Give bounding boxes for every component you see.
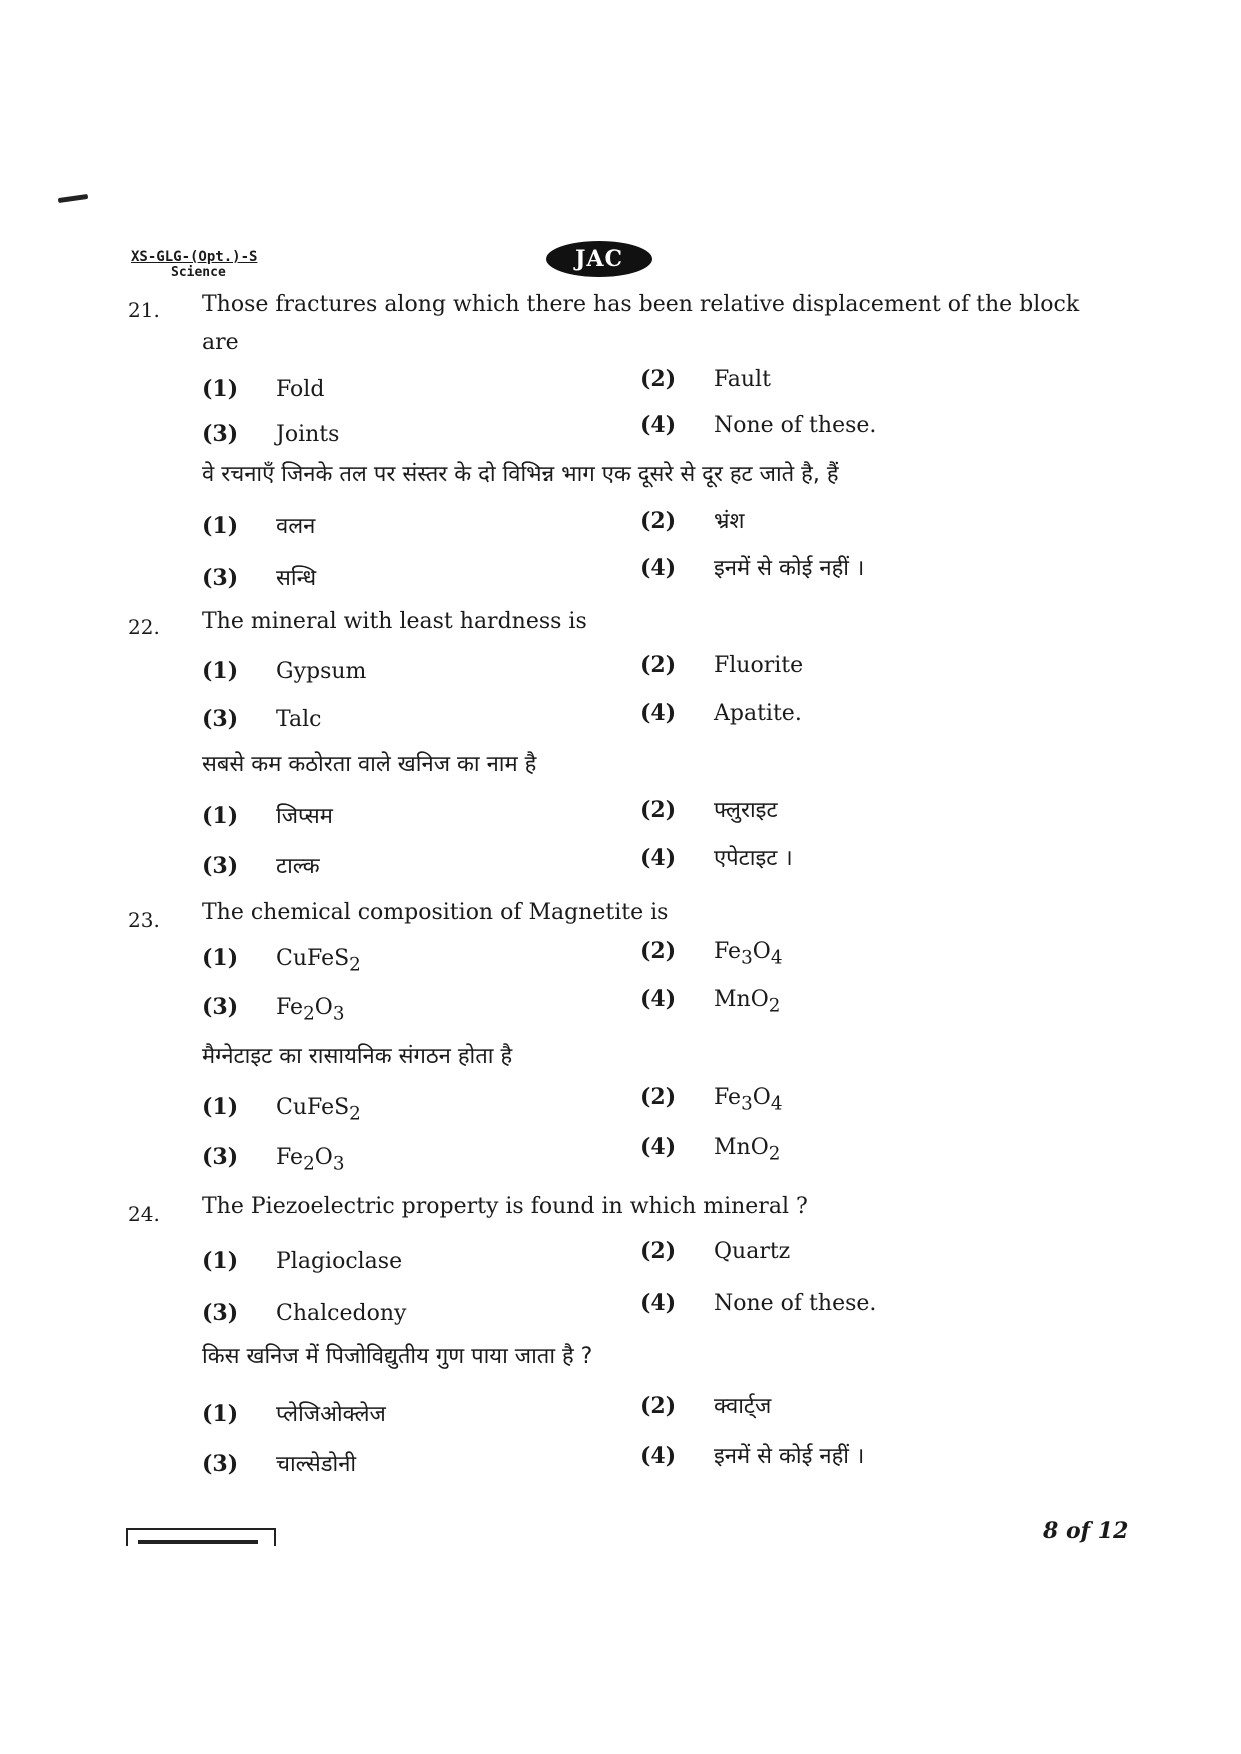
question-stem: The Piezoelectric property is found in which mineral ? [202, 1194, 808, 1219]
hindi-option-2: (2) $Fe_3O_4$ [640, 1084, 783, 1115]
question-number: 24. [128, 1202, 160, 1226]
hindi-option-4: (4) इनमें से कोई नहीं । [640, 1443, 865, 1469]
option-2: (2) $Fe_3O_4$ [640, 938, 783, 969]
option-4: (4) None of these. [640, 1290, 877, 1316]
question-stem: The mineral with least hardness is [202, 609, 587, 634]
question-stem: The chemical composition of Magnetite is [202, 900, 669, 925]
jac-logo [546, 241, 652, 277]
page-number: 8 of 12 [1043, 1518, 1129, 1544]
hindi-option-3: (3) सन्धि [202, 565, 317, 591]
hindi-option-3: (3) चाल्सेडोनी [202, 1451, 357, 1477]
option-2: (2) Fault [640, 366, 771, 392]
hindi-option-3: (3) $Fe_2O_3$ [202, 1144, 345, 1175]
question-stem: Those fractures along which there has been relative displacement of the block are [202, 292, 1080, 355]
option-4: (4) Apatite. [640, 700, 802, 726]
option-4: (4) MnO$_2$ [640, 986, 781, 1017]
option-3: (3) $Fe_2O_3$ [202, 994, 345, 1025]
subject-label: Science [171, 265, 226, 280]
hindi-option-1: (1) प्लेजिओक्लेज [202, 1401, 386, 1427]
hindi-stem: सबसे कम कठोरता वाले खनिज का नाम है [202, 752, 537, 777]
option-1: (1) Fold [202, 376, 325, 402]
option-3: (3) Talc [202, 706, 322, 732]
question-number: 22. [128, 615, 160, 639]
hindi-option-3: (3) टाल्क [202, 853, 320, 879]
scan-mark [58, 194, 88, 203]
hindi-stem: मैग्नेटाइट का रासायनिक संगठन होता है [202, 1044, 513, 1069]
question-number: 21. [128, 298, 160, 322]
option-4: (4) None of these. [640, 412, 877, 438]
question-number: 23. [128, 908, 160, 932]
paper-header [131, 250, 257, 279]
option-2: (2) Fluorite [640, 652, 804, 678]
option-1: (1) CuFeS$_2$ [202, 945, 361, 976]
logo-text: JAC [575, 246, 623, 272]
hindi-option-4: (4) इनमें से कोई नहीं । [640, 555, 865, 581]
hindi-stem: वे रचनाएँ जिनके तल पर संस्तर के दो विभिन्न भाग एक दूसरे से दूर हट जाते है, हैं [202, 462, 839, 487]
hindi-stem: किस खनिज में पिजोविद्युतीय गुण पाया जाता है ? [202, 1344, 593, 1369]
hindi-option-1: (1) जिप्सम [202, 803, 333, 829]
option-2: (2) Quartz [640, 1238, 791, 1264]
hindi-option-4: (4) MnO$_2$ [640, 1134, 781, 1165]
hindi-option-2: (2) क्वार्ट्ज [640, 1393, 772, 1419]
hindi-option-4: (4) एपेटाइट । [640, 845, 793, 871]
hindi-option-1: (1) CuFeS$_2$ [202, 1094, 361, 1125]
option-3: (3) Chalcedony [202, 1300, 407, 1326]
hindi-option-1: (1) वलन [202, 513, 316, 539]
option-3: (3) Joints [202, 421, 340, 447]
footer-code-bar [138, 1540, 258, 1544]
footer-code-box [126, 1528, 276, 1546]
paper-code: XS-GLG-(Opt.)-S [131, 249, 258, 265]
option-1: (1) Plagioclase [202, 1248, 403, 1274]
hindi-option-2: (2) भ्रंश [640, 508, 745, 534]
hindi-option-2: (2) फ्लुराइट [640, 797, 778, 823]
option-1: (1) Gypsum [202, 658, 367, 684]
